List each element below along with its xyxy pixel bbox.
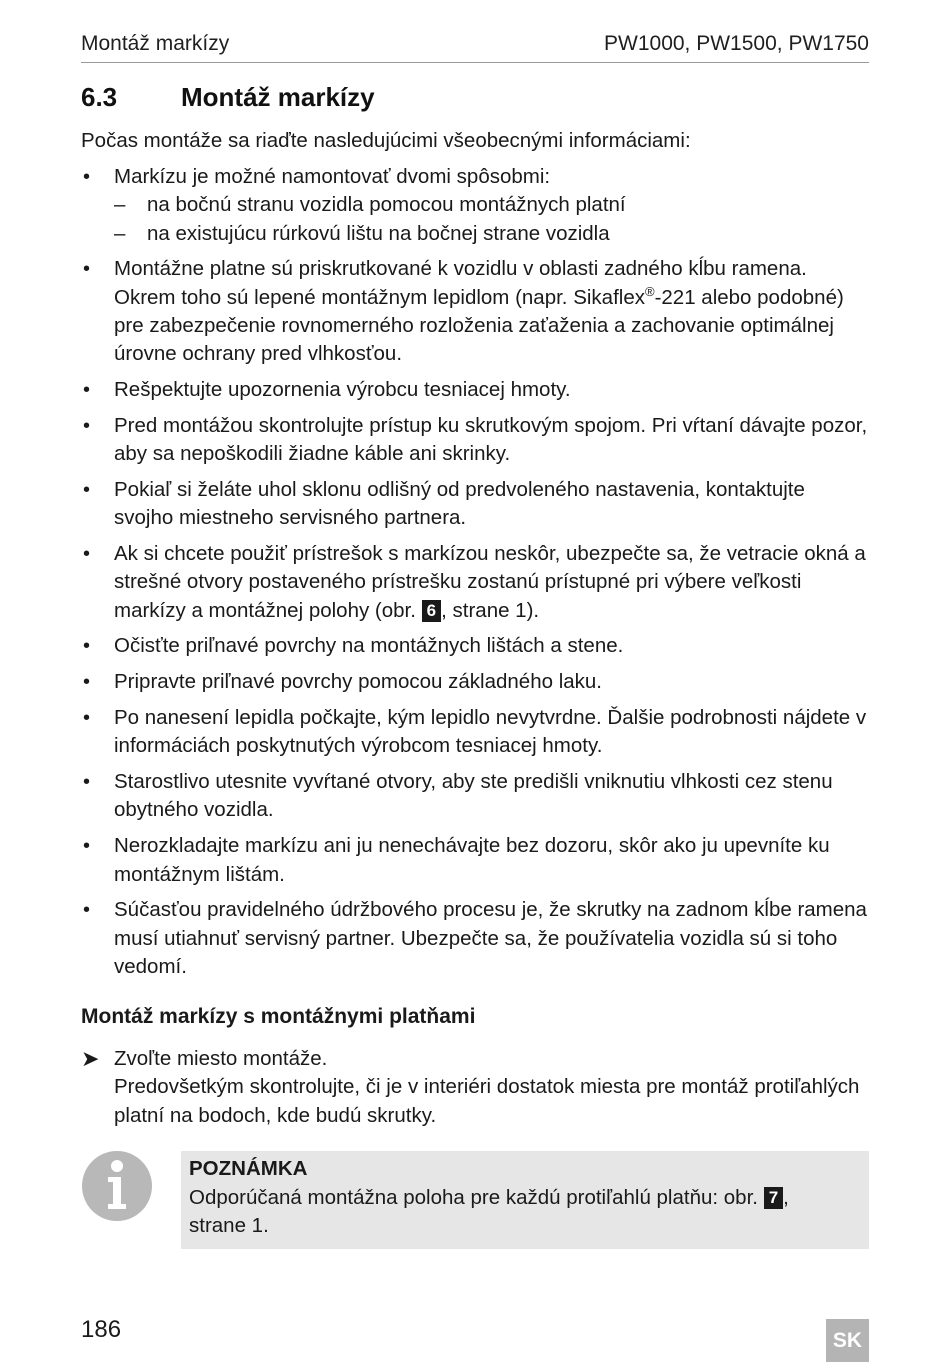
list-item: • Po nanesení lepidla počkajte, kým lepidlo nevytvrdne. Ďalšie podrobnosti nájdete v informáciách poskytnutých výrobcom tesniacej hmoty.	[81, 704, 869, 761]
language-tab: SK	[826, 1319, 869, 1362]
note-text-body: Odporúčaná montážna poloha pre každú protiľahlú platňu: obr.	[189, 1186, 758, 1209]
page-number: 186	[81, 1316, 122, 1343]
list-item: • Súčasťou pravidelného údržbového procesu je, že skrutky na zadnom kĺbe ramena musí utiahnuť servisný partner. Ubezpečte sa, že používatelia vozidla sú si toho vedomí.	[81, 896, 869, 981]
figure-reference-badge: 6	[422, 600, 441, 622]
arrow-right-icon: ➤	[81, 1046, 100, 1071]
general-info-list	[81, 163, 869, 989]
list-item-text: -221 alebo podobné) pre zabezpečenie rovnomerného rozloženia zaťaženia a zachovanie optimálnej úrovne ochrany pred vlhkosťou.	[114, 285, 844, 366]
instruction-step	[81, 1045, 869, 1130]
registered-mark: ®	[644, 283, 655, 299]
note-text	[189, 1184, 849, 1241]
list-item	[81, 255, 869, 368]
list-item: • Očisťte priľnavé povrchy na montážnych lištách a stene.	[81, 632, 869, 660]
list-item: • Pripravte priľnavé povrchy pomocou základného laku.	[81, 668, 869, 696]
intro-paragraph: Počas montáže sa riaďte nasledujúcimi všeobecnými informáciami:	[81, 129, 691, 152]
step-text	[81, 1045, 869, 1130]
note-box	[181, 1151, 869, 1249]
sub-list-item: – na bočnú stranu vozidla pomocou montážnych platní	[114, 191, 869, 219]
step-action: Zvoľte miesto montáže.	[114, 1047, 328, 1070]
section-heading	[81, 80, 375, 114]
sub-list-item: – na existujúcu rúrkovú lištu na bočnej strane vozidla	[114, 220, 869, 248]
header-model-numbers: PW1000, PW1500, PW1750	[604, 32, 869, 55]
list-item-text: Montážne platne sú priskrutkované k vozidlu v oblasti zadného kĺbu ramena. Okrem toho sú lepené montážnym lepidlom (napr. Sikaflex	[114, 257, 807, 309]
section-number: 6.3	[81, 82, 118, 112]
list-item-text: Markízu je možné namontovať dvomi spôsobmi:	[114, 165, 551, 188]
list-item	[81, 163, 869, 248]
note-text-tail: , strane 1.	[189, 1186, 789, 1238]
figure-reference-badge: 7	[764, 1187, 783, 1209]
list-item: • Pred montážou skontrolujte prístup ku skrutkovým spojom. Pri vŕtaní dávajte pozor, aby sa nepoškodili žiadne káble ani skrinky.	[81, 412, 869, 469]
list-item: • Nerozkladajte markízu ani ju nenechávajte bez dozoru, skôr ako ju upevníte ku montážnym lištám.	[81, 832, 869, 889]
sub-list	[114, 191, 869, 248]
section-title: Montáž markízy	[181, 82, 375, 112]
header-chapter-title: Montáž markízy	[81, 32, 230, 55]
running-header	[81, 30, 869, 63]
info-icon	[81, 1150, 153, 1222]
subsection-heading: Montáž markízy s montážnymi platňami	[81, 1005, 476, 1028]
list-item: • Rešpektujte upozornenia výrobcu tesniacej hmoty.	[81, 376, 869, 404]
list-item: • Starostlivo utesnite vyvŕtané otvory, aby ste predišli vniknutiu vlhkosti cez stenu obytného vozidla.	[81, 768, 869, 825]
list-item: • Pokiaľ si želáte uhol sklonu odlišný od predvoleného nastavenia, kontaktujte svojho miestneho servisného partnera.	[81, 476, 869, 533]
list-item-text: Ak si chcete použiť prístrešok s markízou neskôr, ubezpečte sa, že vetracie okná a strešné otvory postaveného prístrešku zostanú prístupné pri výbere veľkosti markízy a montážnej polohy (obr.	[114, 542, 866, 622]
list-item	[81, 540, 869, 625]
step-detail: Predovšetkým skontrolujte, či je v interiéri dostatok miesta pre montáž protiľahlých platní na bodoch, kde budú skrutky.	[114, 1075, 860, 1127]
list-item-text: , strane 1).	[441, 598, 540, 622]
note-title: POZNÁMKA	[189, 1157, 308, 1180]
